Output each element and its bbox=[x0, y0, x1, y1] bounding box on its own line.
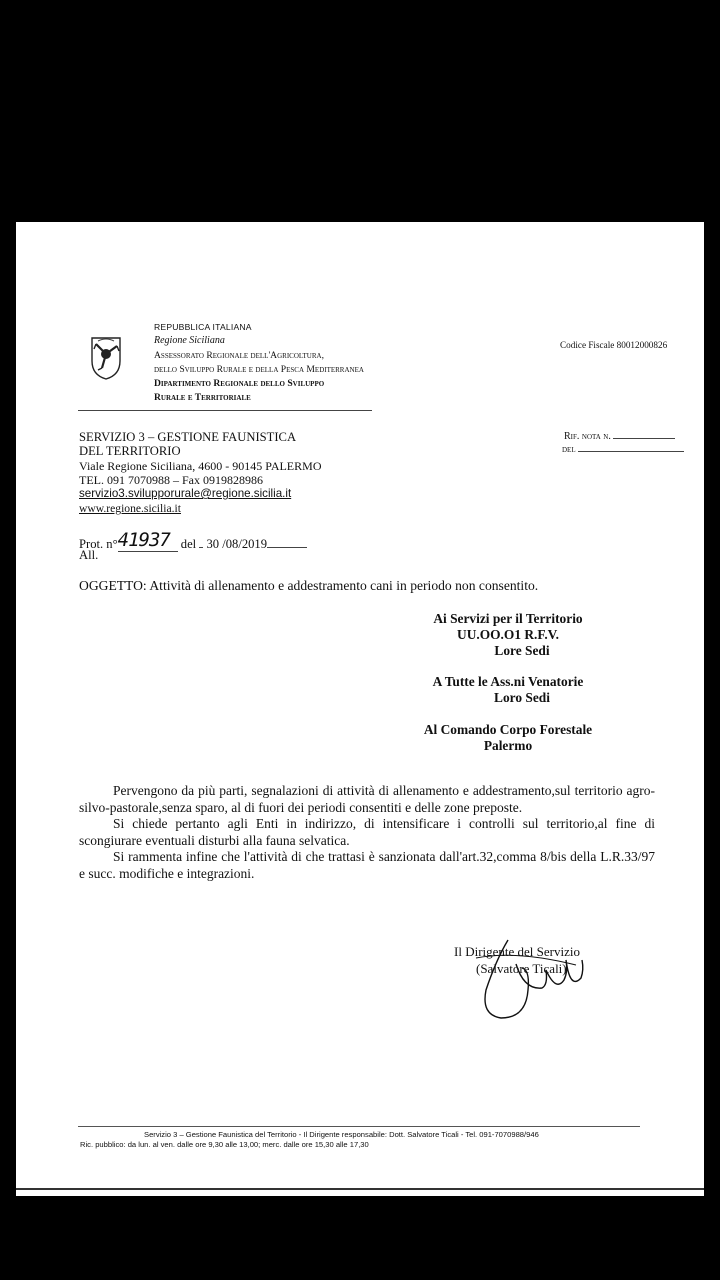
assessorato-line-2: dello Sviluppo Rurale e della Pesca Mediterranea bbox=[154, 364, 364, 375]
sicily-coat-of-arms-icon bbox=[88, 335, 124, 381]
rif-nota-label bbox=[564, 431, 675, 442]
protocol-date: 30 /08/2019 bbox=[206, 537, 268, 551]
sender-phone: TEL. 091 7070988 – Fax 0919828986 bbox=[79, 473, 263, 487]
rif-del-text: del bbox=[562, 445, 576, 455]
footer-divider bbox=[78, 1126, 640, 1127]
scan-edge-line bbox=[16, 1188, 704, 1190]
republic-label: REPUBBLICA ITALIANA bbox=[154, 322, 252, 332]
subject-line: OGGETTO: Attività di allenamento e addestramento cani in periodo non consentito. bbox=[79, 578, 539, 593]
protocol-number: 41937 bbox=[118, 529, 178, 552]
recipient-block-1 bbox=[408, 611, 608, 659]
recipient-line: Lore Sedi bbox=[494, 643, 550, 658]
sender-web-link[interactable]: www.regione.sicilia.it bbox=[79, 502, 181, 515]
recipient-line: UU.OO.O1 R.F.V. bbox=[457, 627, 559, 642]
codice-fiscale: Codice Fiscale 80012000826 bbox=[560, 340, 668, 350]
sender-line-1: SERVIZIO 3 – GESTIONE FAUNISTICA bbox=[79, 430, 297, 444]
recipient-block-2 bbox=[408, 674, 608, 706]
footer-line-1: Servizio 3 – Gestione Faunistica del Territorio - Il Dirigente responsabile: Dott. Salvatore Ticali - Tel. 091-7070988/946 bbox=[144, 1130, 539, 1139]
protocol-date-label: del bbox=[180, 537, 197, 551]
body-paragraph-1: Pervengono da più parti, segnalazioni di attività di allenamento e addestramento,sul territorio agro-silvo-pastorale,senza sparo, al di fuori dei periodi consentiti e delle zone preposte. bbox=[79, 783, 655, 815]
recipient-line: Ai Servizi per il Territorio bbox=[433, 611, 583, 626]
rif-del-label bbox=[562, 445, 684, 455]
protocol-line bbox=[79, 531, 307, 554]
handwritten-signature bbox=[456, 930, 606, 1035]
region-name: Regione Siciliana bbox=[154, 335, 225, 346]
signature-title: Il Dirigente del Servizio bbox=[454, 944, 580, 959]
sender-line-2: DEL TERRITORIO bbox=[79, 444, 181, 458]
letterhead-divider bbox=[78, 410, 372, 411]
recipient-line: A Tutte le Ass.ni Venatorie bbox=[432, 674, 584, 689]
dipartimento-line-1: Dipartimento Regionale dello Sviluppo bbox=[154, 378, 325, 389]
signature-name: (Salvatore Ticali) bbox=[476, 961, 567, 976]
letter-page bbox=[16, 222, 704, 1196]
body-paragraph-2: Si chiede pertanto agli Enti in indirizzo, di intensificare i controlli sul territorio,al fine di scongiurare eventuali disturbi alla fauna selvatica. bbox=[79, 816, 655, 848]
recipient-line: Loro Sedi bbox=[494, 690, 550, 705]
sender-email-link[interactable]: servizio3.svilupporurale@regione.sicilia.it bbox=[79, 487, 292, 500]
sender-address: Viale Regione Siciliana, 4600 - 90145 PALERMO bbox=[79, 459, 322, 473]
recipient-line: Al Comando Corpo Forestale bbox=[423, 722, 593, 737]
recipient-line: Palermo bbox=[483, 738, 533, 753]
rif-nota-text: Rif. nota n. bbox=[564, 431, 611, 442]
recipient-block-3 bbox=[408, 722, 608, 754]
body-paragraph-3: Si rammenta infine che l'attività di che trattasi è sanzionata dall'art.32,comma 8/bis della L.R.33/97 e succ. modifiche e integrazioni. bbox=[79, 849, 655, 881]
dipartimento-line-2: Rurale e Territoriale bbox=[154, 392, 251, 403]
attachments-label: All. bbox=[79, 548, 99, 562]
protocol-label: Prot. n° bbox=[79, 537, 118, 551]
assessorato-line-1: Assessorato Regionale dell'Agricoltura, bbox=[154, 350, 324, 361]
footer-line-2: Ric. pubblico: da lun. al ven. dalle ore 9,30 alle 13,00; merc. dalle ore 15,30 alle 17,30 bbox=[80, 1140, 369, 1149]
